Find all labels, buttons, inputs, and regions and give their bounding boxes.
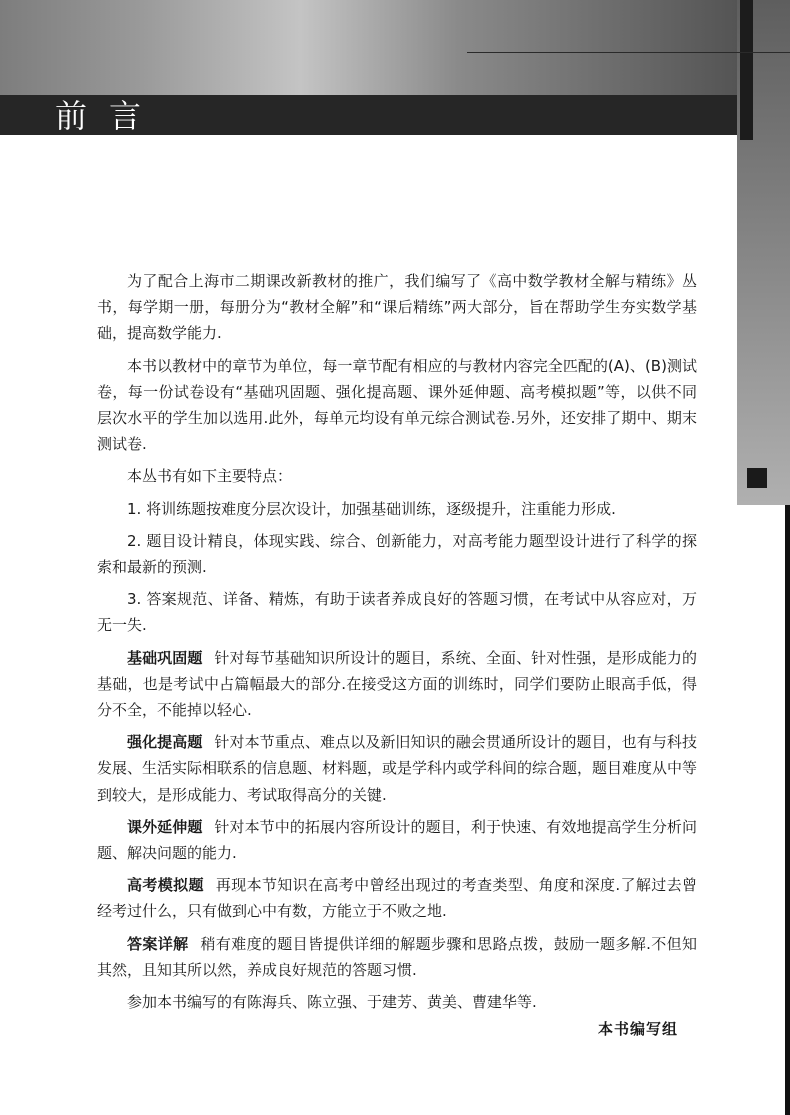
section-advanced [97,729,697,808]
section-exam-text: 再现本节知识在高考中曾经出现过的考查类型、角度和深度.了解过去曾经考过什么，只有做到心中有数，方能立于不败之地. [97,876,697,921]
section-exam-label: 高考模拟题 [127,876,204,895]
feature-2: 2. 题目设计精良，体现实践、综合、创新能力，对高考能力题型设计进行了科学的探索和最新的预测. [97,531,697,577]
paragraph-features-intro: 本丛书有如下主要特点： [127,467,293,486]
feature-3: 3. 答案规范、详备、精炼，有助于读者养成良好的答题习惯，在考试中从容应对，万无一失. [97,590,697,635]
signature: 本书编写组 [597,1020,678,1038]
section-advanced-text: 针对本节重点、难点以及新旧知识的融会贯通所设计的题目，也有与科技发展、生活实际相联系的信息题、材料题，或是学科内或学科间的综合题，题目难度从中等到较大，是形成能力、考试取得高分的关键. [97,733,698,804]
section-answers-label: 答案详解 [127,934,189,953]
section-answers-text: 稍有难度的题目皆提供详细的解题步骤和思路点拨，鼓励一题多解.不但知其然，且知其所以然，养成良好规范的答题习惯. [97,934,697,979]
section-exam [97,872,697,924]
section-basic-label: 基础巩固题 [127,648,203,667]
corner-square [747,468,767,488]
page-edge [785,505,790,1115]
preface-body [97,268,697,1021]
section-extension [97,814,697,866]
paragraph-intro: 为了配合上海市二期课改新教材的推广，我们编写了《高中数学教材全解与精练》丛书，每学期一册，每册分为“教材全解”和“课后精练”两大部分，旨在帮助学生夯实数学基础，提高数学能力. [97,272,697,343]
section-extension-label: 课外延伸题 [127,817,203,836]
section-advanced-label: 强化提高题 [127,733,203,752]
section-basic [97,645,697,724]
side-bar [740,0,753,140]
section-answers [97,931,697,983]
paragraph-structure: 本书以教材中的章节为单位，每一章节配有相应的与教材内容完全匹配的(A)、(B)测试卷，每一份试卷设有“基础巩固题、强化提高题、课外延伸题、高考模拟题”等，以供不同层次水平的学生加以选用.此外，每单元均设有单元综合测试卷.另外，还安排了期中、期末测试卷. [97,356,697,454]
paragraph-authors: 参加本书编写的有陈海兵、陈立强、于建芳、黄美、曹建华等. [127,993,537,1012]
section-extension-text: 针对本节中的拓展内容所设计的题目，利于快速、有效地提高学生分析问题、解决问题的能力. [97,817,697,863]
page-title: 前言 [55,97,164,135]
header-rule [467,52,790,53]
feature-1: 1. 将训练题按难度分层次设计，加强基础训练，逐级提升，注重能力形成. [127,499,616,518]
section-basic-text: 针对每节基础知识所设计的题目，系统、全面、针对性强，是形成能力的基础，也是考试中占篇幅最大的部分.在接受这方面的训练时，同学们要防止眼高手低，得分不全，不能掉以轻心. [97,648,697,720]
